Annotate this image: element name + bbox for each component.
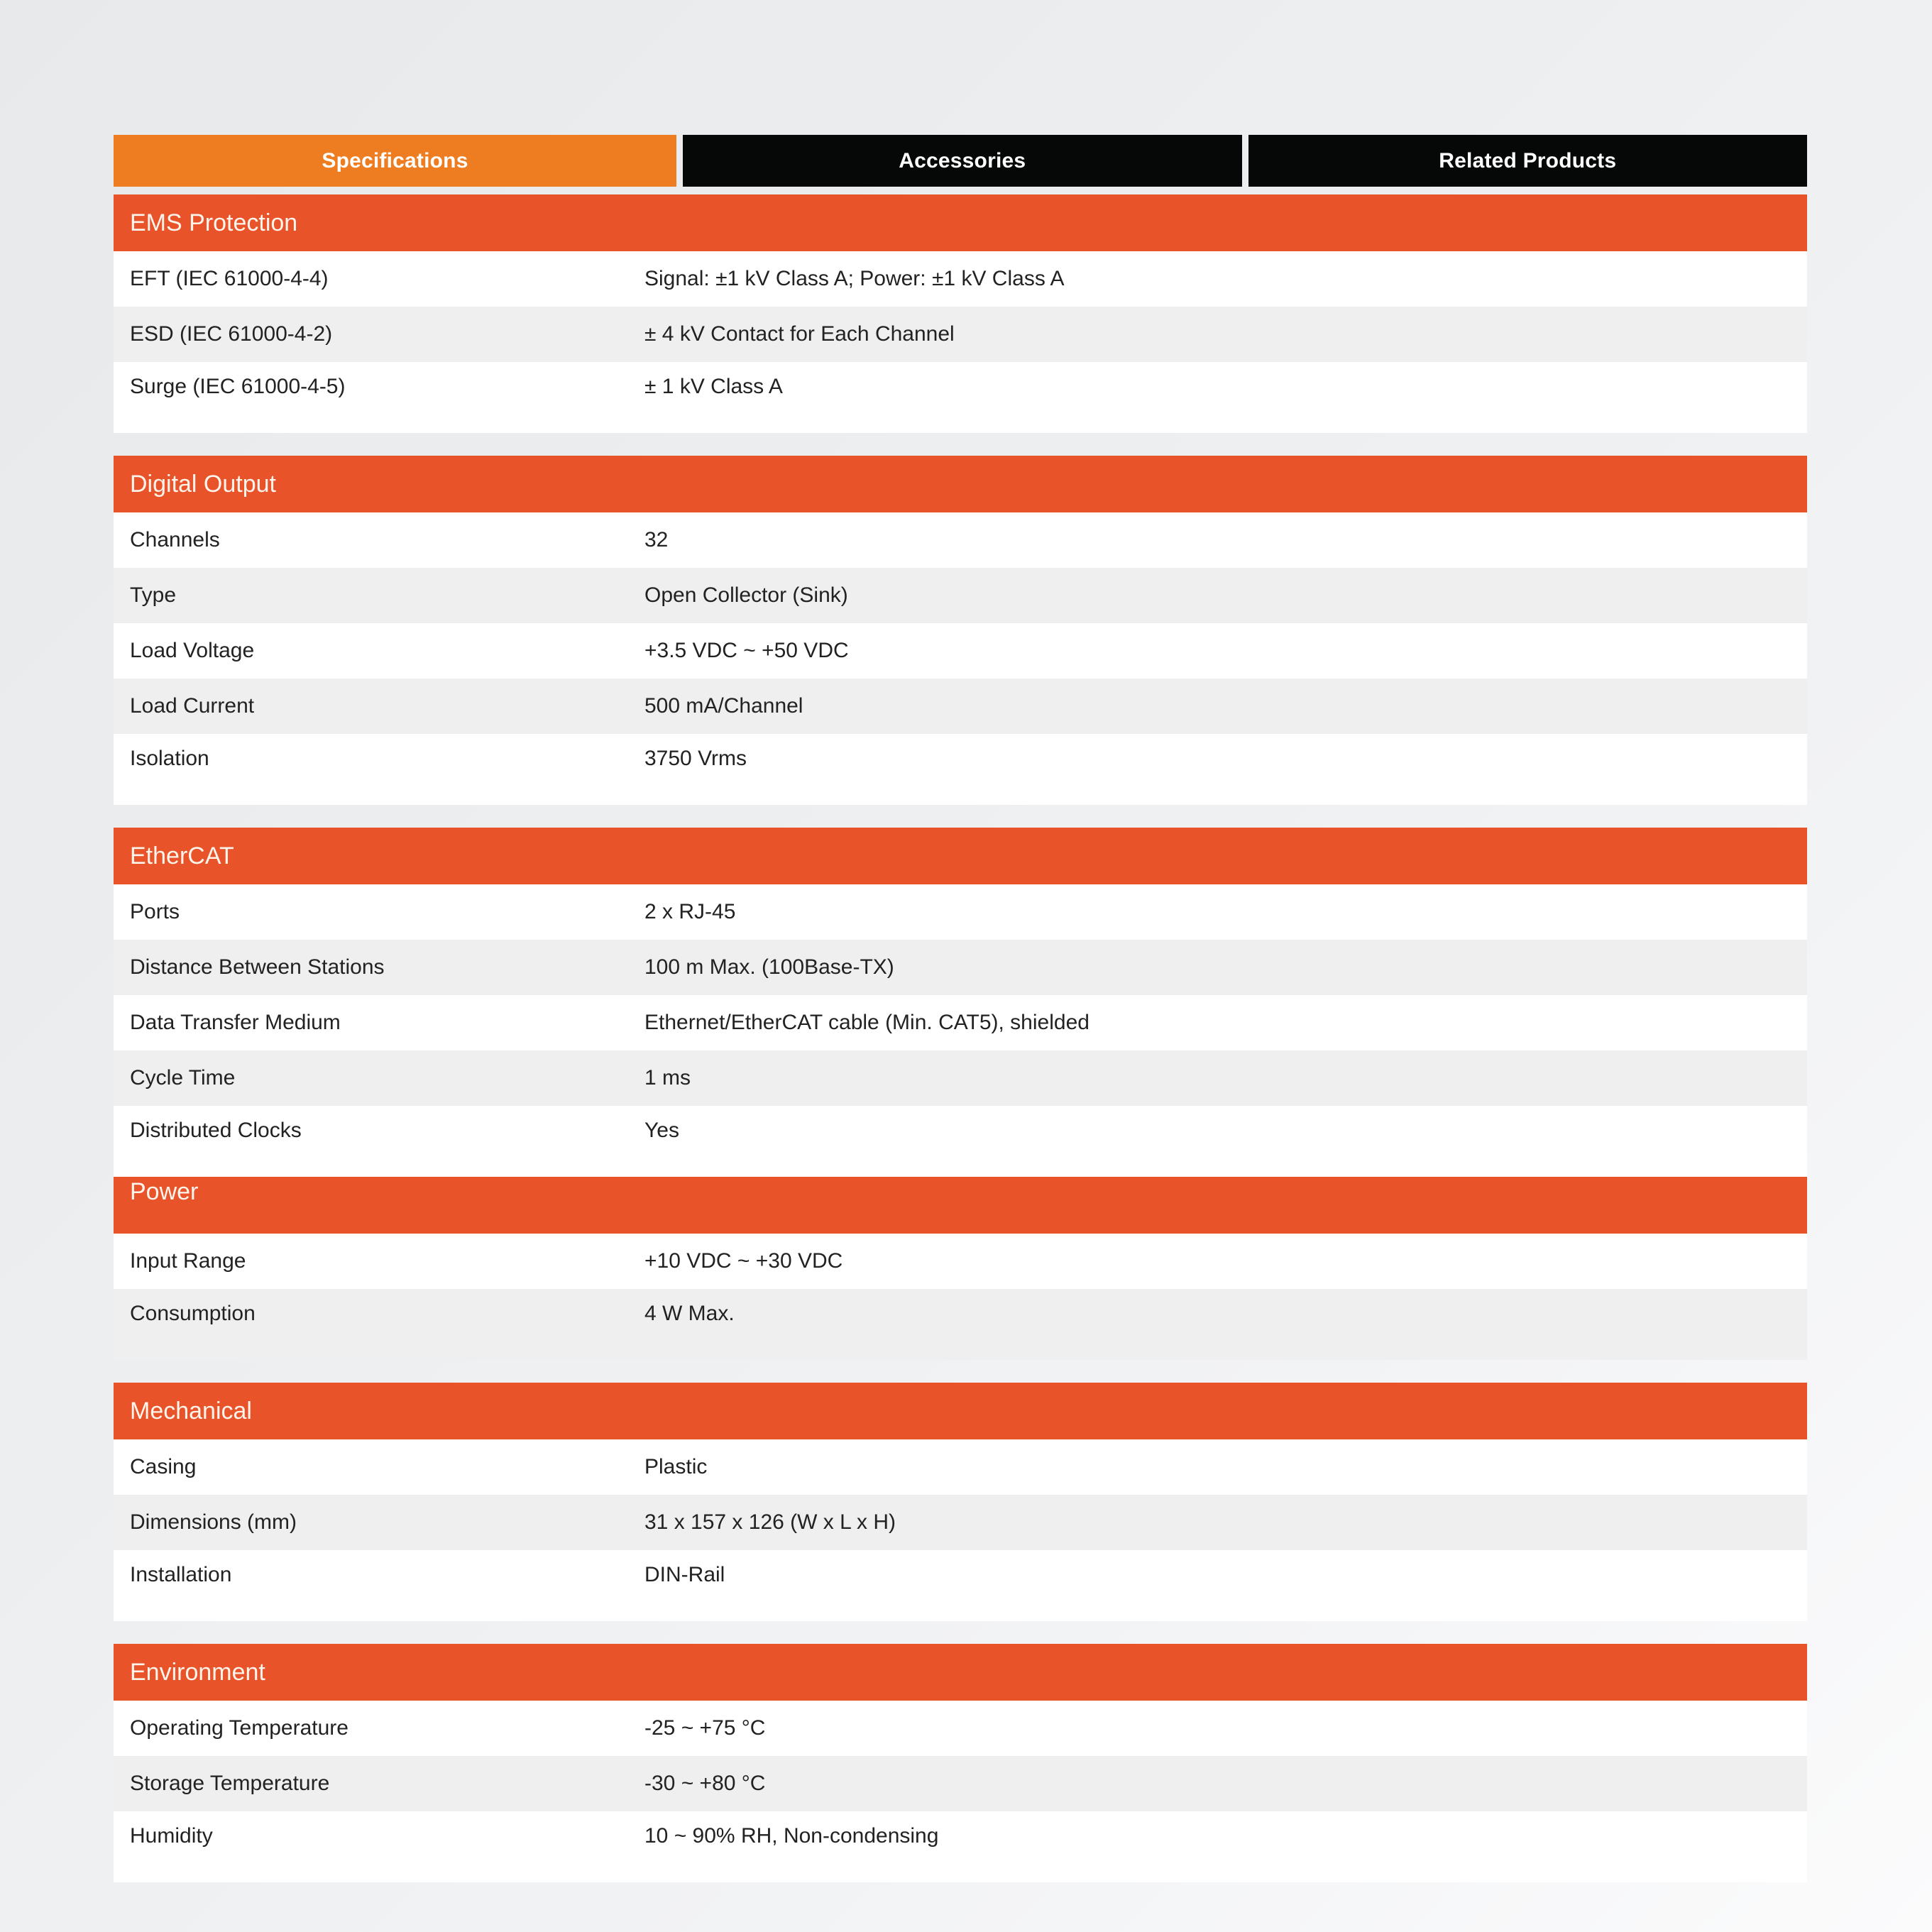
spec-row [114,1289,1807,1360]
spec-label: Operating Temperature [130,1716,348,1740]
spec-label: Data Transfer Medium [130,1011,341,1034]
spec-label: Casing [130,1455,197,1478]
section-header-digital-output [114,456,1807,512]
spec-row [114,568,1807,623]
spec-row [114,1234,1807,1289]
section-title: Environment [130,1659,265,1686]
tab-bar [114,135,1807,187]
spec-row [114,307,1807,362]
spec-label: Installation [130,1563,232,1586]
spec-row [114,1106,1807,1177]
spec-label: Channels [130,528,220,551]
spec-label: Humidity [130,1824,213,1848]
spec-row [114,623,1807,679]
spec-row [114,512,1807,568]
spec-value: 10 ~ 90% RH, Non-condensing [644,1824,939,1848]
spec-label: ESD (IEC 61000-4-2) [130,322,333,346]
section-title: EMS Protection [130,209,298,236]
section-header-mechanical [114,1383,1807,1439]
tab-related-products[interactable] [1248,135,1808,187]
spec-value: ± 4 kV Contact for Each Channel [644,322,955,346]
spec-label: Dimensions (mm) [130,1510,297,1534]
spec-value: -25 ~ +75 °C [644,1716,766,1740]
section-spacer [114,1621,1807,1644]
spec-label: Input Range [130,1249,246,1273]
section-title: EtherCAT [130,842,234,869]
spec-value: 3750 Vrms [644,747,747,770]
spec-label: Storage Temperature [130,1772,330,1795]
spec-label: Type [130,583,177,607]
tab-label: Specifications [322,148,468,172]
spec-row [114,940,1807,995]
spec-row [114,734,1807,805]
spec-label: EFT (IEC 61000-4-4) [130,267,329,290]
spec-value: Ethernet/EtherCAT cable (Min. CAT5), shielded [644,1011,1090,1034]
tab-specifications[interactable] [114,135,676,187]
spec-label: Ports [130,900,180,923]
spec-value: ± 1 kV Class A [644,375,783,398]
spec-label: Isolation [130,747,209,770]
section-header-power [114,1177,1807,1234]
spec-row [114,251,1807,307]
spec-value: 100 m Max. (100Base-TX) [644,955,894,979]
spec-row [114,1550,1807,1621]
spec-label: Consumption [130,1302,256,1325]
tab-label: Related Products [1439,148,1617,172]
spec-row [114,1701,1807,1756]
spec-row [114,1811,1807,1882]
spec-label: Load Voltage [130,639,255,662]
specifications-table [114,194,1807,1882]
tab-accessories[interactable] [683,135,1242,187]
spec-row [114,1050,1807,1106]
spec-value: 500 mA/Channel [644,694,803,718]
spec-value: Plastic [644,1455,708,1478]
spec-value: 1 ms [644,1066,691,1090]
spec-value: 32 [644,528,669,551]
spec-value: +3.5 VDC ~ +50 VDC [644,639,849,662]
spec-label: Load Current [130,694,255,718]
spec-value: 2 x RJ-45 [644,900,736,923]
section-header-ems-protection [114,194,1807,251]
spec-row [114,884,1807,940]
spec-value: Open Collector (Sink) [644,583,848,607]
spec-value: 4 W Max. [644,1302,735,1325]
spec-row [114,1439,1807,1495]
spec-row [114,679,1807,734]
section-title: Digital Output [130,471,276,498]
section-header-environment [114,1644,1807,1701]
spec-value: 31 x 157 x 126 (W x L x H) [644,1510,896,1534]
spec-row [114,995,1807,1050]
spec-value: DIN-Rail [644,1563,725,1586]
spec-value: Signal: ±1 kV Class A; Power: ±1 kV Class A [644,267,1065,290]
spec-label: Distance Between Stations [130,955,385,979]
spec-value: +10 VDC ~ +30 VDC [644,1249,843,1273]
tab-label: Accessories [899,148,1026,172]
section-spacer [114,433,1807,456]
section-title: Power [130,1178,199,1205]
spec-value: Yes [644,1119,679,1142]
section-spacer [114,1360,1807,1383]
spec-label: Cycle Time [130,1066,236,1090]
spec-row [114,1495,1807,1550]
spec-value: -30 ~ +80 °C [644,1772,766,1795]
product-specifications-panel [114,135,1807,1882]
spec-row [114,1756,1807,1811]
section-title: Mechanical [130,1398,252,1425]
spec-label: Distributed Clocks [130,1119,302,1142]
section-spacer [114,805,1807,828]
spec-label: Surge (IEC 61000-4-5) [130,375,346,398]
section-header-ethercat [114,828,1807,884]
spec-row [114,362,1807,433]
